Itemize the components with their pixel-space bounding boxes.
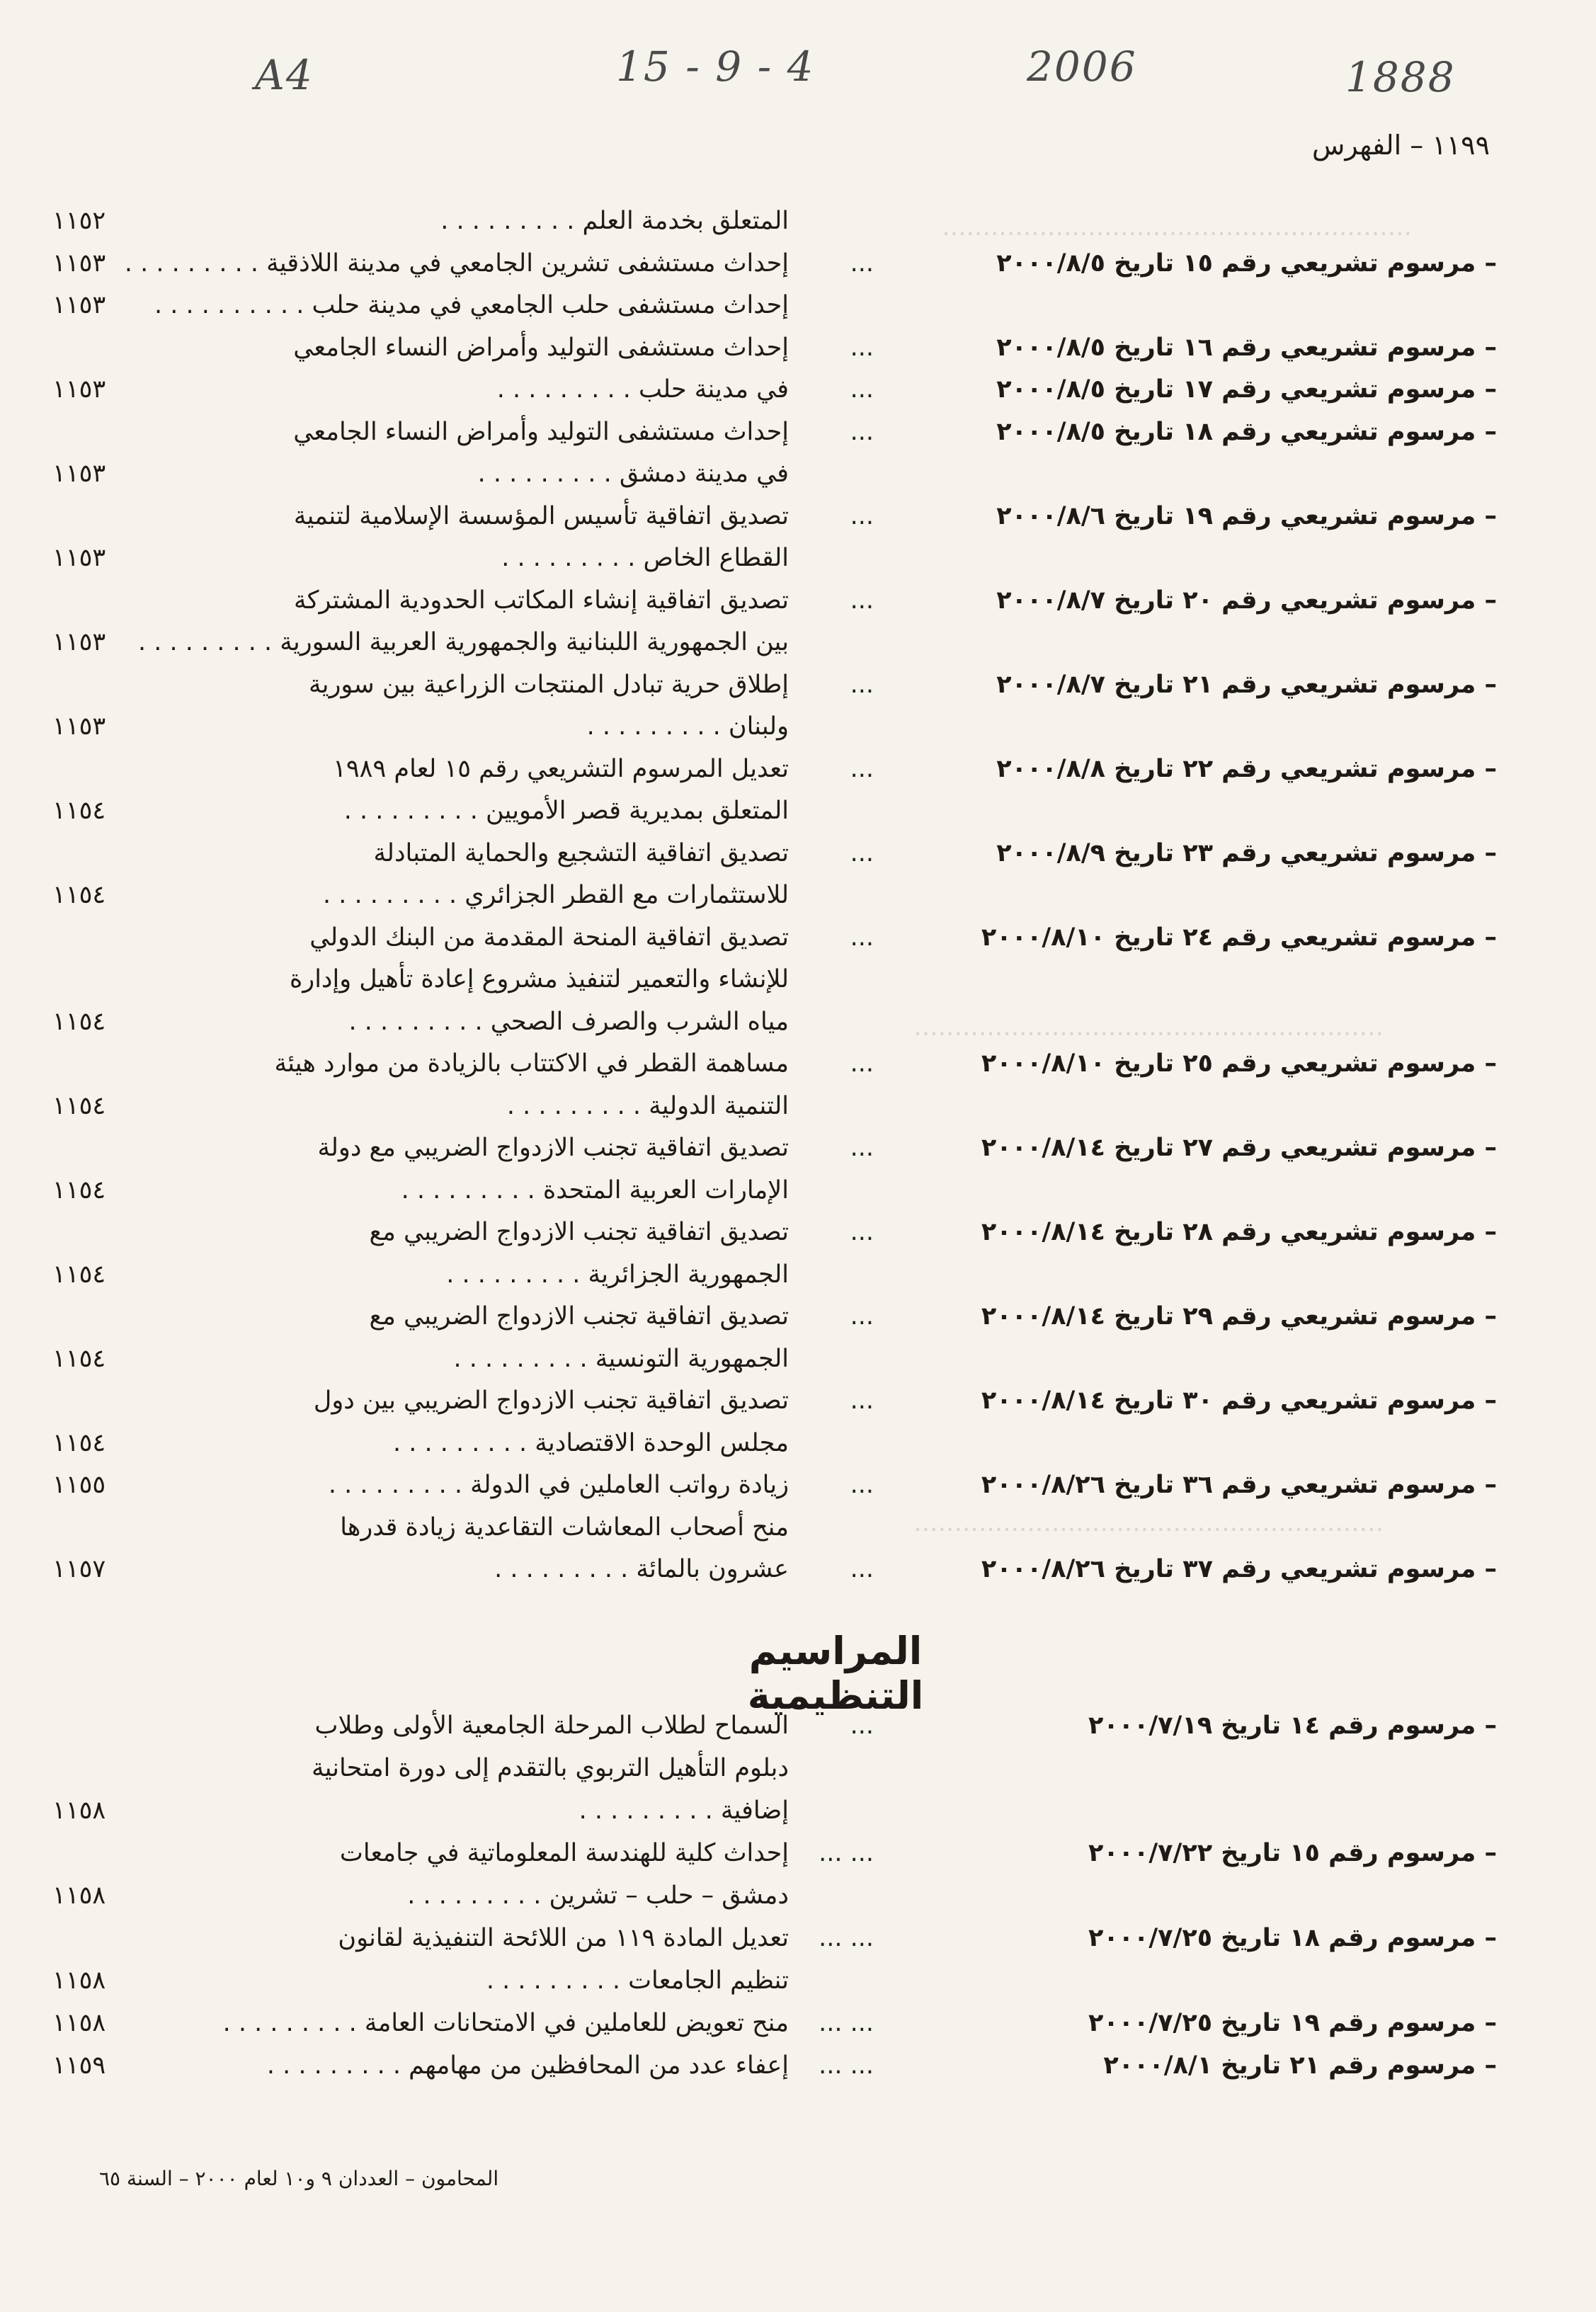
entry-subject: في مدينة دمشق . . . . . . . . . (477, 460, 789, 488)
decree-reference: – مرسوم تشريعي رقم ٢٨ تاريخ ٢٠٠٠/٨/١٤ (981, 1218, 1497, 1246)
leader-dots: ... (850, 1555, 874, 1583)
toc-entry (52, 1428, 1497, 1471)
toc-entry (52, 293, 1497, 333)
leader-dots: ... (850, 1049, 874, 1078)
page-number: ١١٥٤ (52, 1007, 106, 1036)
entry-subject: إحداث مستشفى التوليد وأمراض النساء الجامعي (293, 417, 789, 446)
toc-entry (52, 670, 1497, 712)
leader-dots: ... (850, 754, 874, 783)
decree-reference: – مرسوم تشريعي رقم ٢٩ تاريخ ٢٠٠٠/٨/١٤ (981, 1302, 1497, 1331)
page-footer: المحامون – العددان ٩ و١٠ لعام ٢٠٠٠ – السنة ٦٥ (99, 2167, 499, 2190)
toc-entry (52, 1386, 1497, 1428)
decree-reference: – مرسوم تشريعي رقم ١٧ تاريخ ٢٠٠٠/٨/٥ (996, 375, 1497, 404)
leader-dots: ... (850, 1134, 874, 1162)
toc-entry (52, 1175, 1497, 1218)
page-number: ١١٥٧ (52, 1555, 106, 1583)
leader-dots: ... (850, 1712, 874, 1740)
leader-dots: ... (850, 1218, 874, 1246)
decree-reference: – مرسوم تشريعي رقم ١٦ تاريخ ٢٠٠٠/٨/٥ (996, 333, 1497, 362)
page-number: ١١٥٤ (52, 1344, 106, 1373)
toc-entry (52, 1260, 1497, 1302)
toc-entry (52, 1557, 1497, 1597)
entry-subject: مساهمة القطر في الاكتتاب بالزيادة من موارد هيئة (274, 1049, 789, 1078)
toc-entry (52, 501, 1497, 544)
decree-reference: – مرسوم رقم ١٩ تاريخ ٢٠٠٠/٧/٢٥ (1088, 2009, 1497, 2037)
handwritten-note-number: 1888 (1345, 53, 1456, 101)
leader-dots: ... (850, 923, 874, 952)
entry-subject: دبلوم التأهيل التربوي بالتقدم إلى دورة امتحانية (311, 1754, 789, 1782)
leader-dots: ... ... (819, 2009, 874, 2037)
toc-entry (52, 377, 1497, 417)
toc-entry (52, 883, 1497, 923)
page-number: ١١٥٣ (52, 712, 106, 741)
toc-entry (52, 1049, 1497, 1091)
page-number: ١١٥٤ (52, 1428, 106, 1457)
bleed-through: .......................................................... (913, 1013, 1384, 1042)
entry-subject: ولبنان . . . . . . . . . (586, 712, 789, 741)
page-number: ١١٥٢ (52, 207, 106, 235)
entry-subject: بين الجمهورية اللبنانية والجمهورية العربية السورية . . . . . . . . . (138, 628, 789, 656)
leader-dots: ... (850, 1302, 874, 1331)
decree-reference: – مرسوم تشريعي رقم ٢٥ تاريخ ٢٠٠٠/٨/١٠ (981, 1049, 1497, 1078)
regulatory-decrees-list (52, 1714, 1497, 2110)
leader-dots: ... ... (819, 2051, 874, 2080)
toc-entry (52, 1007, 1497, 1049)
entry-subject: تصديق اتفاقية تجنب الازدواج الضريبي مع (369, 1218, 789, 1246)
decree-reference: – مرسوم تشريعي رقم ٢٧ تاريخ ٢٠٠٠/٨/١٤ (981, 1134, 1497, 1162)
entry-subject: تصديق اتفاقية تجنب الازدواج الضريبي مع دولة (317, 1134, 789, 1162)
toc-entry (52, 1344, 1497, 1386)
leader-dots: ... (850, 586, 874, 615)
entry-subject: مجلس الوحدة الاقتصادية . . . . . . . . . (393, 1428, 789, 1457)
entry-subject: التنمية الدولية . . . . . . . . . (506, 1091, 789, 1120)
toc-entry (52, 1091, 1497, 1134)
decree-reference: – مرسوم تشريعي رقم ٣٧ تاريخ ٢٠٠٠/٨/٢٦ (981, 1555, 1497, 1583)
toc-entry (52, 838, 1497, 881)
entry-subject: في مدينة حلب . . . . . . . . . (496, 375, 789, 404)
entry-subject: تصديق اتفاقية تجنب الازدواج الضريبي بين دول (313, 1386, 789, 1415)
entry-subject: للإنشاء والتعمير لتنفيذ مشروع إعادة تأهيل وإدارة (289, 965, 789, 993)
toc-entry (52, 1796, 1497, 1838)
decree-reference: – مرسوم تشريعي رقم ١٩ تاريخ ٢٠٠٠/٨/٦ (996, 501, 1497, 530)
page-number: ١١٥٨ (52, 2009, 106, 2037)
page-number: ١١٥٨ (52, 1796, 106, 1825)
entry-subject: تعديل المادة ١١٩ من اللائحة التنفيذية لقانون (338, 1924, 789, 1952)
toc-entry (52, 1136, 1497, 1175)
entry-subject: تصديق اتفاقية إنشاء المكاتب الحدودية المشتركة (294, 586, 789, 615)
decree-reference: – مرسوم تشريعي رقم ١٨ تاريخ ٢٠٠٠/٨/٥ (996, 417, 1497, 446)
entry-subject: عشرون بالمائة . . . . . . . . . (494, 1555, 789, 1583)
decree-reference: – مرسوم تشريعي رقم ٢٠ تاريخ ٢٠٠٠/٨/٧ (996, 586, 1497, 615)
entry-subject: المتعلق بخدمة العلم . . . . . . . . . (440, 207, 789, 235)
toc-entry (52, 462, 1497, 501)
entry-subject: دمشق – حلب – تشرين . . . . . . . . . (407, 1881, 789, 1910)
page-number: ١١٥٤ (52, 1091, 106, 1120)
toc-entry (52, 251, 1497, 291)
leader-dots: ... (850, 249, 874, 278)
page-number: ١١٥٤ (52, 1175, 106, 1205)
toc-entry (52, 1304, 1497, 1344)
page-number: ١١٥٣ (52, 544, 106, 572)
entry-subject: تصديق اتفاقية التشجيع والحماية المتبادلة (373, 838, 789, 867)
toc-entry (52, 1515, 1497, 1555)
leader-dots: ... (850, 375, 874, 404)
page-number: ١١٥٣ (52, 628, 106, 656)
decree-reference: – مرسوم رقم ١٨ تاريخ ٢٠٠٠/٧/٢٥ (1088, 1924, 1497, 1952)
toc-entry (52, 967, 1497, 1007)
toc-entry (52, 1966, 1497, 2008)
decree-reference: – مرسوم تشريعي رقم ٢٢ تاريخ ٢٠٠٠/٨/٨ (996, 754, 1497, 783)
decree-reference: – مرسوم تشريعي رقم ٢١ تاريخ ٢٠٠٠/٨/٧ (996, 670, 1497, 699)
entry-subject: القطاع الخاص . . . . . . . . . (501, 544, 789, 572)
toc-entry (52, 333, 1497, 375)
toc-entry (52, 799, 1497, 838)
entry-subject: السماح لطلاب المرحلة الجامعية الأولى وطلاب (314, 1712, 789, 1740)
leader-dots: ... (850, 838, 874, 867)
entry-subject: منح تعويض للعاملين في الامتحانات العامة . . . . . . . . . (222, 2009, 789, 2037)
page-number: ١١٥٣ (52, 249, 106, 278)
handwritten-note-left: A4 (255, 51, 314, 99)
toc-entry (52, 1881, 1497, 1923)
legislative-decrees-list (52, 209, 1497, 1611)
toc-entry (52, 1473, 1497, 1513)
page-header: ١١٩٩ – الفهرس (1311, 130, 1490, 161)
entry-subject: إحداث مستشفى تشرين الجامعي في مدينة اللاذقية . . . . . . . . . (124, 249, 789, 278)
page-number: ١١٥٨ (52, 1966, 106, 1995)
page-number: ١١٥٣ (52, 375, 106, 404)
entry-subject: تعديل المرسوم التشريعي رقم ١٥ لعام ١٩٨٩ (333, 754, 789, 783)
entry-subject: إضافية . . . . . . . . . (578, 1796, 789, 1825)
leader-dots: ... (850, 501, 874, 530)
entry-subject: الجمهورية التونسية . . . . . . . . . (453, 1344, 789, 1373)
entry-subject: إطلاق حرية تبادل المنتجات الزراعية بين سورية (308, 670, 789, 699)
entry-subject: الجمهورية الجزائرية . . . . . . . . . (446, 1260, 789, 1289)
handwritten-note-date: 15 - 9 - 4 (616, 42, 815, 91)
decree-reference: – مرسوم رقم ١٤ تاريخ ٢٠٠٠/٧/١٩ (1088, 1712, 1497, 1740)
entry-subject: للاستثمارات مع القطر الجزائري . . . . . . . . . (322, 881, 789, 909)
decree-reference: – مرسوم تشريعي رقم ٢٤ تاريخ ٢٠٠٠/٨/١٠ (981, 923, 1497, 952)
leader-dots: ... ... (819, 1924, 874, 1952)
toc-entry (52, 417, 1497, 460)
entry-subject: إحداث مستشفى التوليد وأمراض النساء الجامعي (293, 333, 789, 362)
bleed-through: .......................................................... (913, 1508, 1384, 1537)
entry-subject: المتعلق بمديرية قصر الأمويين . . . . . . . . . (343, 797, 789, 825)
leader-dots: ... ... (819, 1839, 874, 1867)
toc-entry (52, 2051, 1497, 2093)
toc-entry (52, 1220, 1497, 1260)
entry-subject: منح أصحاب المعاشات التقاعدية زيادة قدرها (340, 1513, 789, 1542)
leader-dots: ... (850, 417, 874, 446)
entry-subject: مياه الشرب والصرف الصحي . . . . . . . . . (348, 1007, 789, 1036)
entry-subject: تصديق اتفاقية تجنب الازدواج الضريبي مع (369, 1302, 789, 1331)
decree-reference: – مرسوم تشريعي رقم ٣٦ تاريخ ٢٠٠٠/٨/٢٦ (981, 1471, 1497, 1499)
toc-entry (52, 1756, 1497, 1796)
toc-entry (52, 209, 1497, 249)
toc-entry (52, 714, 1497, 754)
decree-reference: – مرسوم تشريعي رقم ٣٠ تاريخ ٢٠٠٠/٨/١٤ (981, 1386, 1497, 1415)
leader-dots: ... (850, 333, 874, 362)
page-number: ١١٥٣ (52, 291, 106, 319)
bleed-through: .......................................................... (942, 212, 1412, 241)
page-number: ١١٥٤ (52, 797, 106, 825)
page-number: ١١٥٥ (52, 1471, 106, 1499)
toc-entry (52, 1841, 1497, 1881)
toc-entry (52, 754, 1497, 797)
entry-subject: الإمارات العربية المتحدة . . . . . . . . . (401, 1175, 789, 1205)
leader-dots: ... (850, 1386, 874, 1415)
section-title: المراسيم التنظيمية (747, 1629, 924, 1718)
page-number: ١١٥٤ (52, 1260, 106, 1289)
page-number: ١١٥٣ (52, 460, 106, 488)
entry-subject: تصديق اتفاقية المنحة المقدمة من البنك الدولي (309, 923, 789, 952)
handwritten-note-year: 2006 (1027, 42, 1137, 91)
page-number: ١١٥٤ (52, 881, 106, 909)
toc-entry (52, 1926, 1497, 1966)
entry-subject: زيادة رواتب العاملين في الدولة . . . . . . . . . (328, 1471, 789, 1499)
toc-entry (52, 630, 1497, 670)
decree-reference: – مرسوم تشريعي رقم ٢٣ تاريخ ٢٠٠٠/٨/٩ (996, 838, 1497, 867)
entry-subject: تنظيم الجامعات . . . . . . . . . (486, 1966, 789, 1995)
entry-subject: إحداث مستشفى حلب الجامعي في مدينة حلب . . . . . . . . . . (154, 291, 789, 319)
toc-entry (52, 546, 1497, 586)
toc-entry (52, 923, 1497, 965)
decree-reference: – مرسوم رقم ١٥ تاريخ ٢٠٠٠/٧/٢٢ (1088, 1839, 1497, 1867)
entry-subject: إعفاء عدد من المحافظين من مهامهم . . . . . . . . . (266, 2051, 789, 2080)
page-number: ١١٥٨ (52, 1881, 106, 1910)
toc-entry (52, 1714, 1497, 1753)
decree-reference: – مرسوم رقم ٢١ تاريخ ٢٠٠٠/٨/١ (1103, 2051, 1497, 2080)
toc-entry (52, 588, 1497, 628)
leader-dots: ... (850, 670, 874, 699)
decree-reference: – مرسوم تشريعي رقم ١٥ تاريخ ٢٠٠٠/٨/٥ (996, 249, 1497, 278)
toc-entry (52, 2011, 1497, 2051)
leader-dots: ... (850, 1471, 874, 1499)
entry-subject: تصديق اتفاقية تأسيس المؤسسة الإسلامية لتنمية (293, 501, 789, 530)
entry-subject: إحداث كلية للهندسة المعلوماتية في جامعات (339, 1839, 789, 1867)
page-number: ١١٥٩ (52, 2051, 106, 2080)
